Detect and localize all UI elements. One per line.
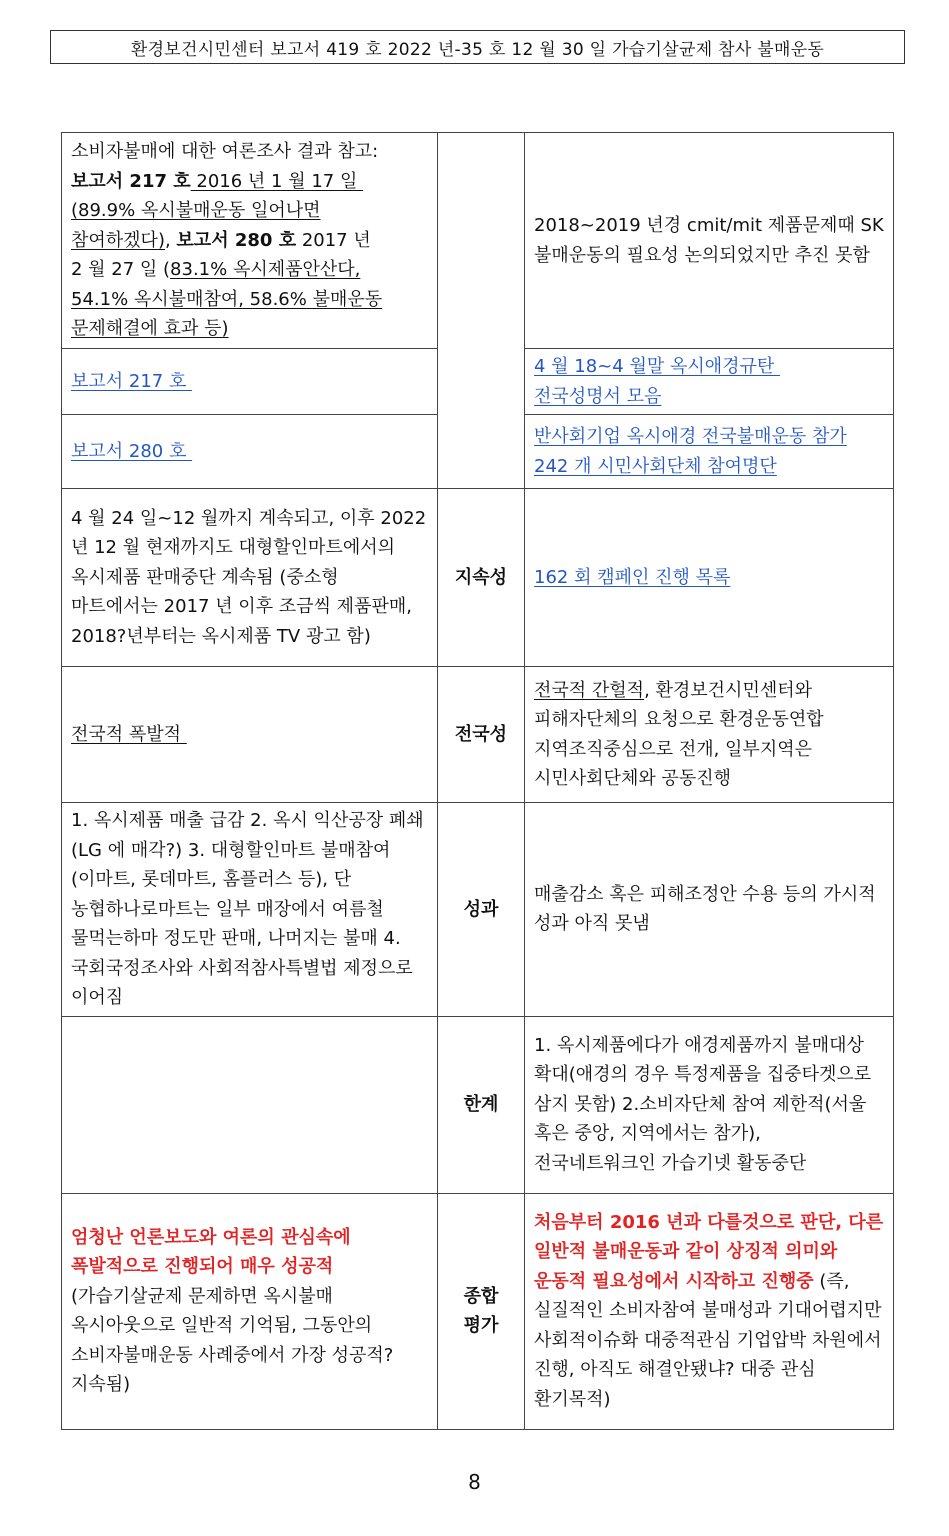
survey-intro: 소비자불매에 대한 여론조사 결과 참고:: [71, 141, 379, 163]
continuity-description: 4 월 24 일~12 월까지 계속되고, 이후 2022 년 12 월 현재까지도 대형할인마트에서의 옥시제품 판매중단 계속됨 (중소형 마트에서는 2017 년 이후 조금씩 제품판매, 2018?년부터는 옥시제품 TV 광고 함): [71, 507, 427, 647]
page-number: 8: [468, 1470, 481, 1494]
category-continuity: 지속성: [438, 489, 525, 667]
overall-past-emphasis: 엄청난 언론보도와 여론의 관심속에 폭발적으로 진행되어 매우 성공적: [71, 1226, 351, 1277]
participating-groups-link[interactable]: 반사회기업 옥시애경 전국불매운동 참가: [534, 426, 847, 447]
limitations-description: 1. 옥시제품에다가 애경제품까지 불매대상 확대(애경의 경우 특정제품을 집중타겟으로 삼지 못함) 2.소비자단체 참여 제한적(서울 혹은 중앙, 지역에서는 참가), 전국네트워크인 가습기넷 활동중단: [534, 1034, 872, 1174]
table-row: [62, 1193, 894, 1429]
table-row: [62, 803, 894, 1017]
survey-result-280-2: 54.1% 옥시불매참여, 58.6% 불매운동: [71, 288, 383, 310]
campaign-list-link[interactable]: 162 회 캠페인 진행 목록: [534, 566, 731, 588]
nationwide-description: 전국적 폭발적: [71, 723, 187, 745]
survey-result-217-end: 참여하겠다): [71, 229, 165, 251]
report-header: [50, 30, 905, 64]
statement-collection-link[interactable]: 4 월 18~4 월말 옥시애경규탄: [534, 356, 780, 377]
category-overall: 종합 평가: [438, 1193, 525, 1429]
campaign-evaluation-table: [61, 132, 894, 1430]
overall-past-detail: (가습기살균제 문제하면 옥시불매 옥시아웃으로 일반적 기억됨, 그동안의 소비자불매운동 사례중에서 가장 성공적? 지속됨): [71, 1285, 394, 1395]
sk-boycott-note: 2018~2019 년경 cmit/mit 제품문제때 SK 불매운동의 필요성 논의되었지만 추진 못함: [534, 215, 884, 266]
empty-limitations-cell: [62, 1016, 438, 1193]
report-header-text: 환경보건시민센터 보고서 419 호 2022 년-35 호 12 월 30 일 가습기살균제 참사 불매운동: [130, 39, 825, 60]
category-limitations: 한계: [438, 1016, 525, 1193]
report-280-date: 2 월 27 일 (: [71, 259, 171, 281]
report-217-ref: 보고서 217 호: [71, 170, 191, 192]
overall-current-emphasis: 처음부터 2016 년과 다를것으로 판단, 다른 일반적 불매운동과 같이 상징적 의미와 운동적 필요성에서 시작하고 진행중: [534, 1211, 884, 1292]
table-row: [62, 667, 894, 803]
table-row: [62, 133, 894, 349]
table-row: [62, 489, 894, 667]
participating-groups-link-2[interactable]: 242 개 시민사회단체 참여명단: [534, 455, 777, 477]
sk-boycott-note-cell: [525, 133, 894, 349]
report-280-link[interactable]: 보고서 280 호: [71, 440, 193, 462]
category-nationwide: 전국성: [438, 667, 525, 803]
report-280-year: 2017 년: [296, 229, 371, 251]
survey-result-280-3: 문제해결에 효과 등): [71, 318, 229, 340]
table-row: [62, 1016, 894, 1193]
overall-current-detail: (즉, 실질적인 소비자참여 불매성과 기대어렵지만 사회적이슈화 대중적관심 기업압박 차원에서 진행, 아직도 해결안됐냐? 대중 관심 환기목적): [534, 1270, 882, 1410]
empty-category-cell: [438, 133, 525, 489]
achievements-description: 1. 옥시제품 매출 급감 2. 옥시 익산공장 폐쇄 (LG 에 매각?) 3. 대형할인마트 불매참여(이마트, 롯데마트, 홈플러스 등), 단 농협하나로마트는 일부 매장에서 여름철 물먹는하마 정도만 판매, 나머지는 불매 4. 국회국정조사와 사회적참사특별법 제정으로 이어짐: [71, 810, 424, 1008]
survey-reference-cell: 소비자불매에 대한 여론조사 결과 참고: 보고서 217 호 2016 년 1 월 17 일 (89.9% 옥시불매운동 일어나면 참여하겠다), 보고서 280 호 2017 년 2 월 27 일 (83.1% 옥시제품안산다, 54.1% 옥시불매참여, 58.6% 불매운동 문제해결에 효과 등): [62, 133, 438, 349]
statement-collection-link-2[interactable]: 전국성명서 모음: [534, 385, 662, 407]
survey-result-280: 83.1% 옥시제품안산다,: [170, 259, 361, 281]
category-achievements: 성과: [438, 803, 525, 1017]
achievements-current: 매출감소 혹은 피해조정안 수용 등의 가시적 성과 아직 못냄: [534, 883, 876, 935]
report-280-ref: 보고서 280 호: [176, 229, 297, 251]
nationwide-intermittent: 전국적 간헐적: [534, 679, 645, 701]
report-217-date: 2016 년 1 월 17 일: [190, 170, 364, 192]
report-217-link[interactable]: 보고서 217 호: [71, 370, 193, 392]
survey-result-217: (89.9% 옥시불매운동 일어나면: [71, 200, 321, 222]
nationwide-detail: , 환경보건시민센터와 피해자단체의 요청으로 환경운동연합 지역조직중심으로 전개, 일부지역은 시민사회단체와 공동진행: [534, 679, 824, 789]
